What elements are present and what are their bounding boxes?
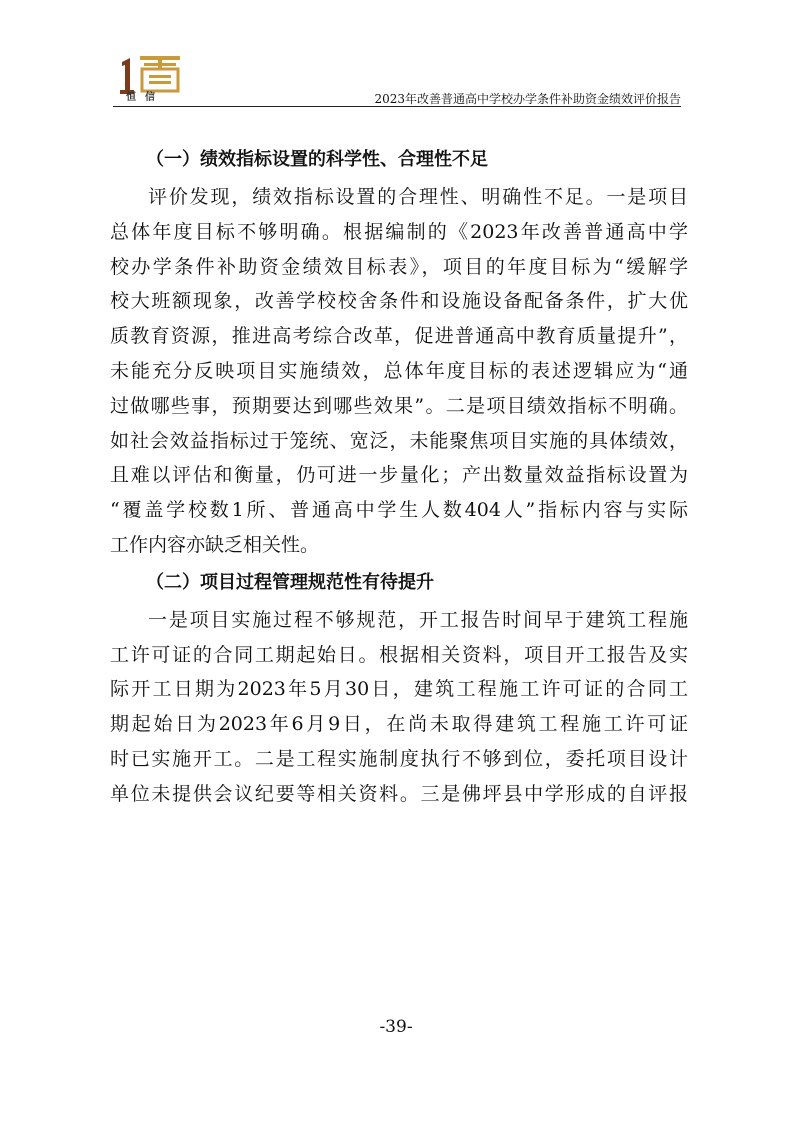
text-line: 过做哪些事，预期要达到哪些效果”。二是项目绩效指标不明确。: [110, 394, 688, 417]
text-line: 校大班额现象，改善学校校舍条件和设施设备配备条件，扩大优: [110, 290, 688, 313]
text-line: 期起始日为2023年6月9日，在尚未取得建筑工程施工许可证: [110, 713, 688, 736]
text-line: 际开工日期为2023年5月30日，建筑工程施工许可证的合同工: [110, 678, 688, 701]
text-line: 总体年度目标不够明确。根据编制的《2023年改善普通高中学: [110, 220, 688, 243]
logo-caption: 恒信: [126, 92, 164, 103]
header-divider: [113, 106, 681, 107]
text-line: 质教育资源，推进高考综合改革，促进普通高中教育质量提升”，: [110, 325, 688, 348]
section-heading-2: （二）项目过程管理规范性有待提升: [146, 571, 434, 593]
page-number: -39-: [379, 1017, 413, 1037]
document-header-title: 2023年改善普通高中学校办学条件补助资金绩效评价报告: [374, 92, 681, 106]
section-heading-1: （一）绩效指标设置的科学性、合理性不足: [146, 149, 488, 170]
text-line: 且难以评估和衡量，仍可进一步量化；产出数量效益指标设置为: [110, 464, 688, 487]
text-line: 如社会效益指标过于笼统、宽泛，未能聚焦项目实施的具体绩效，: [110, 429, 688, 452]
report-body: [110, 140, 688, 812]
section-paragraph-1: [110, 180, 688, 563]
text-line: 校办学条件补助资金绩效目标表》，项目的年度目标为“缓解学: [110, 255, 688, 278]
text-line: 工作内容亦缺乏相关性。: [110, 533, 320, 556]
text-line: 时已实施开工。二是工程实施制度执行不够到位，委托项目设计: [110, 747, 688, 770]
text-line: 评价发现，绩效指标设置的合理性、明确性不足。一是项目: [148, 186, 688, 208]
text-line: 工许可证的合同工期起始日。根据相关资料，项目开工报告及实: [110, 643, 688, 666]
section-paragraph-2: [110, 603, 688, 812]
text-line: 一是项目实施过程不够规范，开工报告时间早于建筑工程施: [148, 608, 688, 631]
text-line: 单位未提供会议纪要等相关资料。三是佛坪县中学形成的自评报: [110, 782, 688, 805]
text-line: “覆盖学校数1所、普通高中学生人数404人”指标内容与实际: [110, 499, 688, 522]
text-line: 未能充分反映项目实施绩效，总体年度目标的表述逻辑应为“通: [110, 359, 688, 382]
